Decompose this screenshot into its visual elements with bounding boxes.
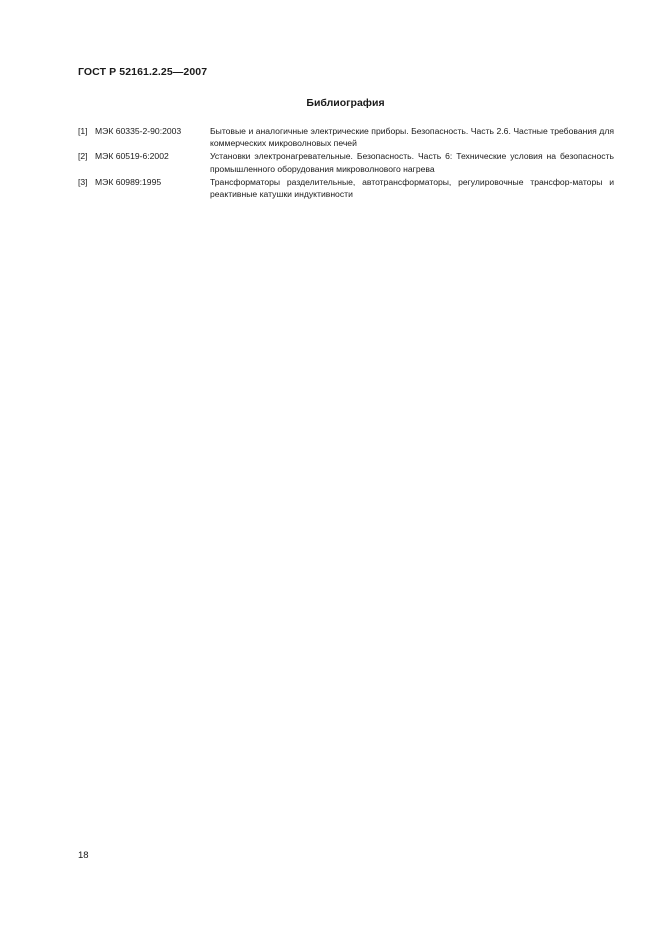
entry-number: [2]: [78, 151, 88, 162]
entry-title: Бытовые и аналогичные электрические приборы. Безопасность. Часть 2.6. Частные требования для коммерческих микроволновых печей: [210, 126, 614, 149]
entry-reference: МЭК 60335-2-90:2003: [95, 126, 182, 136]
bibliography-entry: [78, 125, 614, 149]
entry-number: [3]: [78, 176, 88, 187]
entry-reference: МЭК 60519-6:2002: [95, 151, 169, 162]
document-code: ГОСТ Р 52161.2.25—2007: [78, 66, 208, 78]
entry-number: [1]: [78, 126, 88, 136]
page-number: 18: [78, 850, 89, 861]
entry-title: Установки электронагревательные. Безопасность. Часть 6: Технические условия на безопасность промышленного оборудования микроволнового нагрева: [210, 151, 614, 174]
bibliography-list: [78, 125, 614, 201]
entry-reference: МЭК 60989:1995: [95, 176, 162, 187]
bibliography-title: Библиография: [306, 97, 385, 109]
bibliography-entry: [78, 150, 614, 174]
entry-title: Трансформаторы разделительные, автотрансформаторы, регулировочные трансфор-маторы и реактивные катушки индуктивности: [210, 176, 614, 200]
bibliography-entry: [78, 176, 614, 200]
